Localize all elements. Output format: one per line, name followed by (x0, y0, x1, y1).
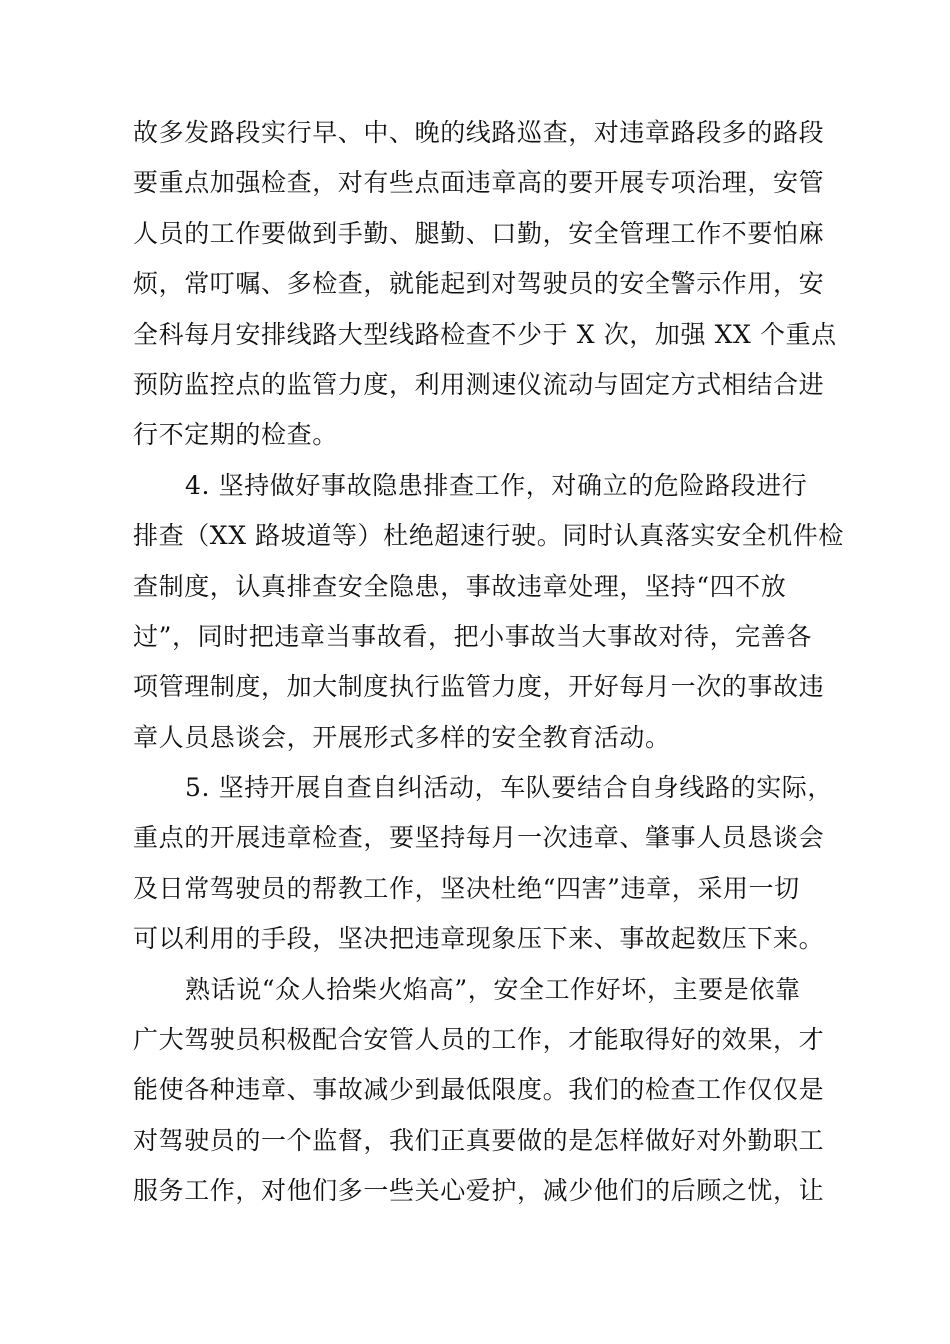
text-line: 章人员恳谈会，开展形式多样的安全教育活动。 (133, 722, 671, 752)
text-line: 服务工作，对他们多一些关心爱护，减少他们的后顾之忧，让 (133, 1176, 825, 1206)
text-line: 项管理制度，加大制度执行监管力度，开好每月一次的事故违 (133, 672, 825, 702)
text-line: 全科每月安排线路大型线路检查不少于 X 次，加强 XX 个重点 (133, 319, 837, 349)
text-line: 烦，常叮嘱、多检查，就能起到对驾驶员的安全警示作用，安 (133, 269, 825, 299)
text-line: 要重点加强检查，对有些点面违章高的要开展专项治理，安管 (133, 168, 825, 198)
text-line: 对驾驶员的一个监督，我们正真要做的是怎样做好对外勤职工 (133, 1125, 825, 1155)
text-line: 及日常驾驶员的帮教工作，坚决杜绝“四害”违章，采用一切 (133, 873, 800, 903)
text-line: 能使各种违章、事故减少到最低限度。我们的检查工作仅仅是 (133, 1075, 825, 1105)
text-line: 5. 坚持开展自查自纠活动，车队要结合自身线路的实际， (185, 773, 834, 803)
document-body (133, 108, 844, 1217)
text-line: 重点的开展违章检查，要坚持每月一次违章、肇事人员恳谈会 (133, 823, 825, 853)
text-line: 故多发路段实行早、中、晚的线路巡查，对违章路段多的路段 (133, 118, 825, 147)
text-line: 查制度，认真排查安全隐患，事故违章处理，坚持“四不放 (133, 571, 787, 601)
text-line: 广大驾驶员积极配合安管人员的工作，才能取得好的效果，才 (133, 1025, 825, 1055)
text-line: 熟话说“众人拾柴火焰高”，安全工作好坏，主要是依靠 (185, 974, 801, 1004)
text-line: 排查（XX 路坡道等）杜绝超速行驶。同时认真落实安全机件检 (133, 521, 844, 551)
text-line: 可以利用的手段，坚决把违章现象压下来、事故起数压下来。 (133, 924, 825, 954)
text-line: 行不定期的检查。 (133, 420, 338, 450)
text-line: 过”，同时把违章当事故看，把小事故当大事故对待，完善各 (133, 621, 812, 651)
text-line: 预防监控点的监管力度，利用测速仪流动与固定方式相结合进 (133, 369, 825, 399)
text-line: 人员的工作要做到手勤、腿勤、口勤，安全管理工作不要怕麻 (133, 218, 825, 248)
text-line: 4. 坚持做好事故隐患排查工作，对确立的危险路段进行 (185, 470, 808, 500)
